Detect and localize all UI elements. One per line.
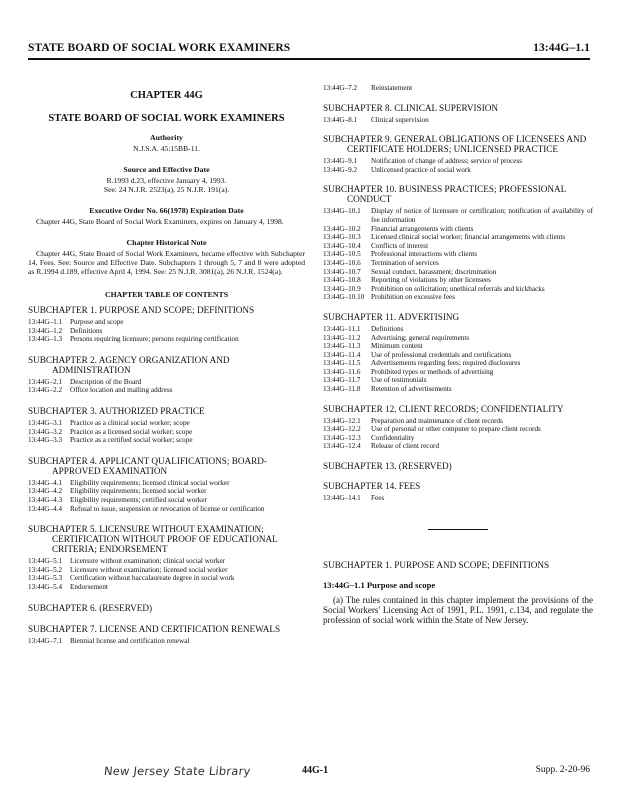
source-text: R.1993 d.23, effective January 4, 1993. bbox=[106, 176, 227, 185]
toc-entry bbox=[28, 574, 305, 583]
subchapter-heading: SUBCHAPTER 4. APPLICANT QUALIFICATIONS; BOARD-APPROVED EXAMINATION bbox=[28, 455, 267, 476]
right-column bbox=[323, 84, 593, 626]
toc-entry bbox=[323, 385, 593, 394]
toc-entry bbox=[28, 487, 305, 496]
toc-entry-number: 13:44G–9.1 bbox=[323, 157, 358, 166]
body-subchapter-title: SUBCHAPTER 1. PURPOSE AND SCOPE; DEFINITIONS bbox=[323, 559, 550, 570]
toc-entry bbox=[28, 436, 305, 445]
toc-entry-title: Confidentiality bbox=[371, 433, 415, 442]
toc-entry bbox=[323, 434, 593, 443]
toc-entry-number: 13:44G–11.4 bbox=[323, 350, 361, 359]
toc-entry-title: Practice as a licensed social worker; scope bbox=[70, 427, 193, 436]
toc-entry-title: Eligibility requirements; licensed clinical social worker bbox=[70, 478, 230, 487]
toc-entry-number: 13:44G–10.2 bbox=[323, 224, 361, 233]
toc-entry-number: 13:44G–10.5 bbox=[323, 250, 361, 259]
toc-entry-number: 13:44G–11.3 bbox=[323, 342, 361, 351]
toc-entry-title: Prohibition on solicitation; unethical referrals and kickbacks bbox=[371, 284, 545, 293]
toc-entry bbox=[323, 84, 593, 93]
toc-entry-title: Termination of services bbox=[371, 258, 439, 267]
toc-entry-number: 13:44G–10.1 bbox=[323, 207, 361, 216]
historical-note-heading: Chapter Historical Note bbox=[126, 238, 207, 247]
page-footer bbox=[0, 764, 620, 780]
toc-entry bbox=[323, 342, 593, 351]
toc-entry bbox=[323, 417, 593, 426]
toc-entry-title: Use of personal or other computer to prepare client records bbox=[371, 425, 541, 434]
toc-entry-title: Use of testimonials bbox=[371, 376, 427, 385]
toc-entry bbox=[28, 335, 305, 344]
supplement-date: Supp. 2-20-96 bbox=[535, 765, 590, 775]
section-paragraph: (a) The rules contained in this chapter implement the provisions of the Social Workers' Licensing Act of 1991, P.L. 1991, c.134, and regulate the profession of social work within the State of New Jersey. bbox=[323, 594, 593, 626]
toc-entry bbox=[323, 494, 593, 503]
toc-entry-title: Eligibility requirements; licensed social worker bbox=[70, 487, 207, 496]
subchapter-heading: SUBCHAPTER 3. AUTHORIZED PRACTICE bbox=[28, 405, 205, 416]
toc-entry-title: Certification without baccalaureate degree in social work bbox=[70, 574, 235, 583]
subchapter-heading: SUBCHAPTER 5. LICENSURE WITHOUT EXAMINATION; CERTIFICATION WITHOUT PROOF OF EDUCATIONAL CRITERIA; ENDORSEMENT bbox=[28, 524, 278, 555]
toc-entry-number: 13:44G–11.6 bbox=[323, 367, 361, 376]
toc-entry-number: 13:44G–10.9 bbox=[323, 284, 361, 293]
toc-entry-number: 13:44G–5.1 bbox=[28, 557, 63, 566]
subchapter-heading: SUBCHAPTER 7. LICENSE AND CERTIFICATION RENEWALS bbox=[28, 623, 281, 634]
running-header bbox=[28, 36, 590, 54]
subchapter-heading: SUBCHAPTER 1. PURPOSE AND SCOPE; DEFINITIONS bbox=[28, 305, 255, 315]
toc-entry bbox=[323, 259, 593, 268]
toc-entry-title: Definitions bbox=[70, 326, 103, 335]
toc-entry-number: 13:44G–7.1 bbox=[28, 636, 63, 645]
toc-entry-number: 13:44G–11.7 bbox=[323, 376, 361, 385]
toc-entry-number: 13:44G–4.3 bbox=[28, 495, 63, 504]
toc-entry-title: Refusal to issue, suspension or revocation of license or certification bbox=[70, 504, 265, 513]
page-number: 44G-1 bbox=[302, 765, 329, 776]
toc-entry-number: 13:44G–1.2 bbox=[28, 326, 63, 335]
toc-entry-number: 13:44G–11.8 bbox=[323, 385, 361, 394]
toc-entry-number: 13:44G–1.1 bbox=[28, 318, 63, 326]
toc-entry bbox=[28, 327, 305, 336]
left-column bbox=[28, 84, 305, 645]
library-stamp: New Jersey State Library bbox=[103, 764, 252, 778]
exec-order-heading: Executive Order No. 66(1978) Expiration Date bbox=[89, 206, 244, 215]
subchapter-heading: SUBCHAPTER 2. AGENCY ORGANIZATION AND ADMINISTRATION bbox=[28, 354, 230, 375]
toc-entry-number: 13:44G–11.2 bbox=[323, 333, 361, 342]
subchapter-heading: SUBCHAPTER 9. GENERAL OBLIGATIONS OF LICENSEES AND CERTIFICATE HOLDERS; UNLICENSED PRACTICE bbox=[323, 134, 587, 155]
toc-entry-number: 13:44G–10.4 bbox=[323, 241, 361, 250]
toc-entry-number: 13:44G–11.5 bbox=[323, 359, 361, 368]
toc-entry-number: 13:44G–5.3 bbox=[28, 574, 63, 583]
source-see: See: 24 N.J.R. 2523(a), 25 N.J.R. 191(a). bbox=[103, 185, 230, 194]
toc-entry-number: 13:44G–4.4 bbox=[28, 504, 63, 513]
toc-entry-title: Persons requiring licensure; persons requiring certification bbox=[70, 335, 239, 344]
toc-entry bbox=[28, 566, 305, 575]
toc-entry-number: 13:44G–12.1 bbox=[323, 416, 361, 425]
toc-entry bbox=[323, 359, 593, 368]
toc-entry-title: Reporting of violations by other licensees bbox=[371, 276, 491, 285]
toc-entry bbox=[323, 325, 593, 334]
toc-entry-number: 13:44G–14.1 bbox=[323, 494, 361, 503]
toc-entry-number: 13:44G–5.4 bbox=[28, 582, 63, 591]
toc-entry-title: Financial arrangements with clients bbox=[371, 224, 474, 233]
toc-entry bbox=[323, 268, 593, 277]
toc-entry-title: Practice as a clinical social worker; scope bbox=[70, 418, 190, 427]
toc-entry bbox=[28, 583, 305, 592]
toc-entry-title: Unlicensed practice of social work bbox=[371, 165, 471, 174]
toc-entry bbox=[323, 376, 593, 385]
toc-entry-title: Purpose and scope bbox=[70, 318, 124, 326]
toc-entry-title: Licensed clinical social worker; financial arrangements with clients bbox=[371, 233, 566, 242]
toc-entry bbox=[323, 293, 593, 302]
toc-entry-number: 13:44G–12.2 bbox=[323, 425, 361, 434]
toc-entry bbox=[28, 637, 305, 646]
toc-entry-title: Prohibited types or methods of advertising bbox=[371, 367, 494, 376]
toc-entry-title: Reinstatement bbox=[371, 84, 413, 92]
toc-entry-number: 13:44G–10.6 bbox=[323, 258, 361, 267]
toc-entry-title: Office location and mailing address bbox=[70, 386, 173, 395]
toc-entry bbox=[28, 557, 305, 566]
toc-entry bbox=[323, 425, 593, 434]
toc-entry bbox=[323, 207, 593, 224]
toc-entry bbox=[323, 285, 593, 294]
toc-entry-number: 13:44G–10.8 bbox=[323, 276, 361, 285]
subchapter-heading: SUBCHAPTER 8. CLINICAL SUPERVISION bbox=[323, 102, 499, 113]
chapter-number: CHAPTER 44G bbox=[130, 90, 203, 101]
toc-entry-title: Advertisements regarding fees; required disclosures bbox=[371, 359, 521, 368]
toc-entry bbox=[28, 318, 305, 327]
toc-entry-title: Sexual conduct, harassment; discrimination bbox=[371, 267, 497, 276]
subchapter-heading: SUBCHAPTER 14. FEES bbox=[323, 481, 421, 492]
toc-entry-number: 13:44G–3.3 bbox=[28, 436, 63, 445]
toc-entry bbox=[323, 250, 593, 259]
subchapter-heading: SUBCHAPTER 11. ADVERTISING bbox=[323, 311, 460, 322]
toc-entry-title: Advertising; general requirements bbox=[371, 333, 470, 342]
toc-entry-number: 13:44G–12.4 bbox=[323, 442, 361, 451]
toc-entry-number: 13:44G–10.3 bbox=[323, 233, 361, 242]
toc-right bbox=[323, 103, 593, 503]
exec-order-text: Chapter 44G, State Board of Social Work Examiners, expires on January 4, 1998. bbox=[36, 217, 284, 226]
toc-entry-number: 13:44G–10.10 bbox=[323, 293, 365, 302]
toc-entry-number: 13:44G–3.1 bbox=[28, 418, 63, 427]
toc-entry bbox=[323, 233, 593, 242]
toc-entry-title: Licensure without examination; licensed social worker bbox=[70, 565, 228, 574]
toc-entry bbox=[323, 334, 593, 343]
toc-left bbox=[28, 305, 305, 645]
toc-entry bbox=[323, 116, 593, 125]
toc-entry-number: 13:44G–2.1 bbox=[28, 377, 63, 386]
header-rule bbox=[28, 58, 590, 60]
historical-note-text: Chapter 44G, State Board of Social Work Examiners, became effective with Subchapter 14, Fees. See: Source and Effective Date. Subchapters 1 through 5, 7 and 8 were adopted as R.1994 d.189, effective April 4, 1994. See: 25 N.J.R. 3081(a), 26 N.J.R. 1524(a). bbox=[28, 249, 305, 276]
subchapter-heading: SUBCHAPTER 6. (RESERVED) bbox=[28, 602, 153, 613]
toc-right-lead bbox=[323, 84, 593, 93]
subchapter-heading: SUBCHAPTER 13. (RESERVED) bbox=[323, 461, 452, 472]
section-heading: 13:44G–1.1 Purpose and scope bbox=[323, 579, 436, 590]
toc-entry-number: 13:44G–4.1 bbox=[28, 478, 63, 487]
toc-entry-title: Prohibition on excessive fees bbox=[371, 293, 456, 302]
toc-entry-title: Display of notice of licensure or certification; notification of availability of fee information bbox=[371, 207, 593, 224]
toc-entry-title: Practice as a certified social worker; scope bbox=[70, 436, 193, 445]
toc-entry-title: Release of client record bbox=[371, 442, 440, 451]
chapter-title: STATE BOARD OF SOCIAL WORK EXAMINERS bbox=[48, 113, 285, 124]
toc-entry-title: Clinical supervision bbox=[371, 115, 429, 124]
source-heading: Source and Effective Date bbox=[123, 165, 210, 174]
toc-entry-title: Fees bbox=[371, 494, 385, 503]
toc-entry-number: 13:44G–9.2 bbox=[323, 165, 358, 174]
authority-text: N.J.S.A. 45:15BB-11. bbox=[133, 144, 200, 153]
toc-entry-number: 13:44G–5.2 bbox=[28, 565, 63, 574]
toc-entry-title: Biennial license and certification renewal bbox=[70, 636, 190, 645]
subchapter-heading: SUBCHAPTER 12. CLIENT RECORDS; CONFIDENTIALITY bbox=[323, 403, 564, 414]
toc-entry bbox=[323, 442, 593, 451]
toc-entry bbox=[28, 479, 305, 488]
toc-entry-number: 13:44G–8.1 bbox=[323, 115, 358, 124]
toc-entry-title: Minimum content bbox=[371, 342, 423, 351]
toc-entry-number: 13:44G–1.3 bbox=[28, 335, 63, 344]
toc-entry-title: Notification of change of address; service of process bbox=[371, 157, 523, 166]
toc-entry bbox=[323, 157, 593, 166]
toc-entry bbox=[28, 378, 305, 387]
toc-entry-number: 13:44G–4.2 bbox=[28, 487, 63, 496]
toc-entry bbox=[323, 225, 593, 234]
toc-entry-title: Licensure without examination; clinical social worker bbox=[70, 557, 226, 566]
toc-entry-title: Conflicts of interest bbox=[371, 241, 429, 250]
toc-entry-title: Professional interactions with clients bbox=[371, 250, 477, 259]
toc-entry bbox=[28, 428, 305, 437]
toc-entry-number: 13:44G–10.7 bbox=[323, 267, 361, 276]
toc-entry-number: 13:44G–12.3 bbox=[323, 433, 361, 442]
header-title: STATE BOARD OF SOCIAL WORK EXAMINERS bbox=[28, 42, 291, 54]
toc-entry bbox=[323, 276, 593, 285]
toc-heading: CHAPTER TABLE OF CONTENTS bbox=[104, 290, 229, 299]
toc-entry-number: 13:44G–11.1 bbox=[323, 324, 361, 333]
toc-entry-title: Preparation and maintenance of client records bbox=[371, 416, 503, 425]
toc-entry bbox=[28, 419, 305, 428]
authority-heading: Authority bbox=[150, 133, 183, 142]
toc-entry-title: Definitions bbox=[371, 324, 404, 333]
toc-entry bbox=[28, 386, 305, 395]
toc-entry-number: 13:44G–7.2 bbox=[323, 84, 358, 92]
toc-entry-title: Endorsement bbox=[70, 582, 108, 591]
toc-entry-title: Retention of advertisements bbox=[371, 385, 452, 394]
toc-entry bbox=[323, 351, 593, 360]
header-citation: 13:44G–1.1 bbox=[533, 42, 590, 54]
toc-entry-title: Use of professional credentials and certifications bbox=[371, 350, 512, 359]
section-divider bbox=[428, 529, 488, 530]
toc-entry bbox=[323, 242, 593, 251]
toc-entry-number: 13:44G–3.2 bbox=[28, 427, 63, 436]
toc-entry-title: Eligibility requirements; certified social worker bbox=[70, 495, 207, 504]
toc-entry-title: Description of the Board bbox=[70, 377, 142, 386]
subchapter-heading: SUBCHAPTER 10. BUSINESS PRACTICES; PROFESSIONAL CONDUCT bbox=[323, 184, 566, 205]
toc-entry bbox=[323, 368, 593, 377]
toc-entry bbox=[323, 166, 593, 175]
toc-entry bbox=[28, 496, 305, 505]
toc-entry bbox=[28, 505, 305, 514]
toc-entry-number: 13:44G–2.2 bbox=[28, 386, 63, 395]
